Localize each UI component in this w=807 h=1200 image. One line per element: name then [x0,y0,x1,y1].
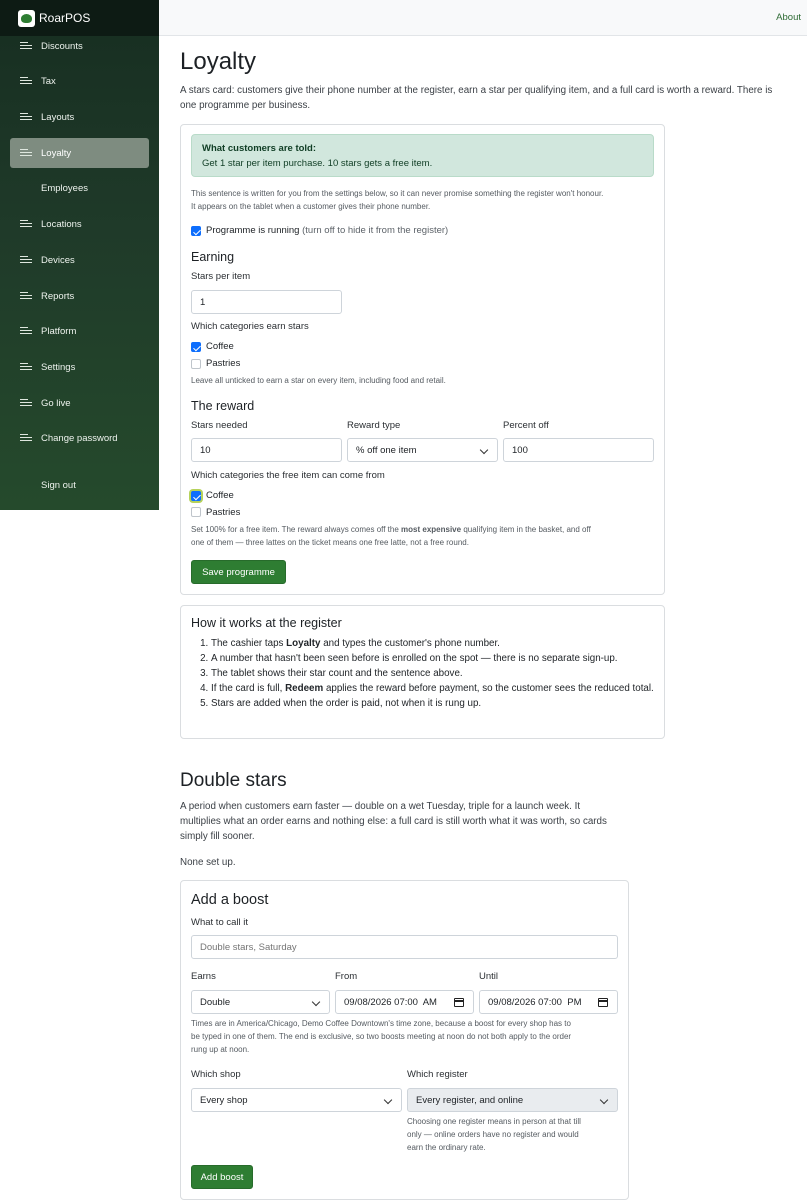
from-label: From [335,971,358,982]
loyalty-intro-line1: A stars card: customers give their phone number at the register, earn a star per qualifying item, and a full card is worth a reward. There is [180,85,773,96]
sidebar-item-label: Layouts [41,111,75,123]
customer-message-alert [191,134,654,177]
list-item: 5. Stars are added when the order is paid, not when it is rung up. [211,696,654,711]
register-note-line1: Choosing one register means in person at that till [407,1117,581,1126]
percent-off-input[interactable]: 100 [503,438,654,462]
double-stars-intro-line3: simply fill sooner. [180,831,255,842]
sidebar-item-label: Loyalty [41,147,72,159]
menu-lines-icon [20,149,32,157]
sidebar-item-label: Go live [41,397,71,409]
menu-lines-icon [20,42,32,50]
sidebar-item-label: Tax [41,75,56,87]
menu-lines-icon [20,77,32,85]
percent-off-label: Percent off [503,420,549,431]
calendar-icon[interactable] [454,998,464,1007]
reward-note-emphasis: most expensive [401,525,462,534]
register-label: Which register [407,1069,468,1080]
sidebar [0,0,159,510]
boost-name-label: What to call it [191,917,249,928]
alert-text: Get 1 star per item purchase. 10 stars gets a free item. [202,158,433,169]
sidebar-item-platform[interactable] [10,316,149,346]
reward-heading: The reward [191,399,255,413]
top-bar [159,0,807,36]
step-emphasis: Redeem [285,683,324,694]
about-link[interactable]: About [776,12,801,23]
page-title: Loyalty [180,48,257,75]
from-datetime-input[interactable] [335,990,474,1014]
list-item [211,636,654,651]
earns-select[interactable] [191,990,330,1014]
loyalty-intro-line2: one programme per business. [180,100,311,111]
boost-name-input[interactable] [191,935,618,959]
reward-type-select[interactable] [347,438,498,462]
earn-coffee-label: Coffee [206,341,234,352]
sidebar-item-reports[interactable] [10,281,149,311]
until-value: 09/08/2026 07:00 PM [488,996,582,1008]
double-stars-intro-line2: multiplies what an order earns and nothing else: a full card is still worth what it was worth, so cards [180,816,607,827]
alert-note-line2: It appears on the tablet when a customer gives their phone number. [191,202,431,211]
menu-lines-icon [20,220,32,228]
free-pastries-label: Pastries [206,507,241,518]
earning-heading: Earning [191,250,235,264]
reward-note-line1 [191,523,661,536]
reward-type-label: Reward type [347,420,401,431]
free-categories-label: Which categories the free item can come from [191,470,385,481]
sidebar-item-layouts[interactable] [10,102,149,132]
register-select[interactable] [407,1088,618,1112]
sidebar-item-employees[interactable] [10,173,149,203]
shop-value: Every shop [200,1094,248,1106]
sidebar-item-sign-out[interactable] [10,470,149,500]
timezone-note-line2: be typed in one of them. The end is exclusive, so two boosts meeting at noon do not both apply to the order [191,1032,572,1041]
sidebar-item-label: Platform [41,325,77,337]
stars-per-item-input[interactable]: 1 [191,290,342,314]
step-emphasis: Loyalty [286,638,321,649]
menu-lines-icon [20,292,32,300]
sidebar-item-label: Change password [41,432,118,444]
save-programme-button[interactable]: Save programme [191,560,286,584]
programme-running-hint: (turn off to hide it from the register) [302,225,449,236]
sidebar-item-change-password[interactable] [10,423,149,453]
add-boost-heading: Add a boost [191,892,269,908]
programme-running-text: Programme is running [206,225,300,236]
how-it-works-steps [199,636,654,711]
menu-lines-icon [20,256,32,264]
alert-note-line1: This sentence is written for you from the settings below, so it can never promise something the register won't honour. [191,189,604,198]
sidebar-item-label: Locations [41,218,82,230]
reward-note-line2: one of them — three lattes on the ticket means one free latte, not a free round. [191,538,469,547]
shop-label: Which shop [191,1069,241,1080]
earn-coffee-checkbox[interactable] [191,342,201,352]
sidebar-item-label: Employees [41,182,88,194]
earn-note: Leave all unticked to earn a star on every item, including food and retail. [191,376,446,385]
reward-note-text-a: Set 100% for a free item. The reward always comes off the [191,525,399,534]
add-boost-button[interactable]: Add boost [191,1165,253,1189]
sidebar-item-go-live[interactable] [10,388,149,418]
double-stars-title: Double stars [180,770,287,791]
free-pastries-checkbox[interactable] [191,507,201,517]
sidebar-item-label: Discounts [41,40,83,52]
from-value: 09/08/2026 07:00 AM [344,996,437,1008]
list-item: 3. The tablet shows their star count and the sentence above. [211,666,654,681]
sidebar-item-settings[interactable] [10,352,149,382]
double-stars-empty: None set up. [180,857,236,868]
programme-running-checkbox[interactable] [191,226,201,236]
register-note-line2: only — online orders have no register and would [407,1130,579,1139]
sidebar-item-label: Devices [41,254,75,266]
menu-lines-icon [20,327,32,335]
step-text: applies the reward before payment, so the customer sees the reduced total. [325,683,654,694]
brand-name: RoarPOS [39,11,91,25]
stars-per-item-label: Stars per item [191,271,251,282]
free-coffee-checkbox[interactable] [191,491,201,501]
menu-lines-icon [20,113,32,121]
shop-select[interactable] [191,1088,402,1112]
earn-pastries-label: Pastries [206,358,241,369]
register-note-line3: earn the ordinary rate. [407,1143,486,1152]
until-label: Until [479,971,499,982]
timezone-note-line3: rung up at noon. [191,1045,250,1054]
double-stars-intro-line1: A period when customers earn faster — double on a wet Tuesday, triple for a launch week. It [180,801,581,812]
step-text: The cashier taps [211,638,284,649]
sidebar-item-loyalty[interactable] [10,138,149,168]
sidebar-item-discounts[interactable] [10,31,149,61]
menu-lines-icon [20,363,32,371]
until-datetime-input[interactable] [479,990,618,1014]
reward-type-value: % off one item [356,444,417,456]
earns-label: Earns [191,971,216,982]
how-it-works-heading: How it works at the register [191,616,342,630]
stars-needed-label: Stars needed [191,420,248,431]
alert-title: What customers are told: [202,143,317,154]
brand-logo-icon [18,10,35,27]
earn-categories-label: Which categories earn stars [191,321,309,332]
free-coffee-label: Coffee [206,490,234,501]
sidebar-item-tax[interactable] [10,66,149,96]
register-value: Every register, and online [416,1094,524,1106]
step-text: and types the customer's phone number. [323,638,500,649]
reward-note-text-c: qualifying item in the basket, and off [463,525,591,534]
step-text: If the card is full, [211,683,283,694]
sidebar-item-label: Sign out [41,479,76,491]
list-item: 2. A number that hasn't been seen before is enrolled on the spot — there is no separate sign-up. [211,651,654,666]
calendar-icon[interactable] [598,998,608,1007]
list-item [211,681,654,696]
menu-lines-icon [20,434,32,442]
sidebar-item-label: Settings [41,361,76,373]
timezone-note-line1: Times are in America/Chicago, Demo Coffee Downtown's time zone, because a boost for every shop has to [191,1019,571,1028]
sidebar-item-label: Reports [41,290,75,302]
sidebar-item-locations[interactable] [10,209,149,239]
programme-running-label [206,225,448,236]
sidebar-item-devices[interactable] [10,245,149,275]
menu-lines-icon [20,399,32,407]
earn-pastries-checkbox[interactable] [191,359,201,369]
stars-needed-input[interactable]: 10 [191,438,342,462]
earns-value: Double [200,996,231,1008]
